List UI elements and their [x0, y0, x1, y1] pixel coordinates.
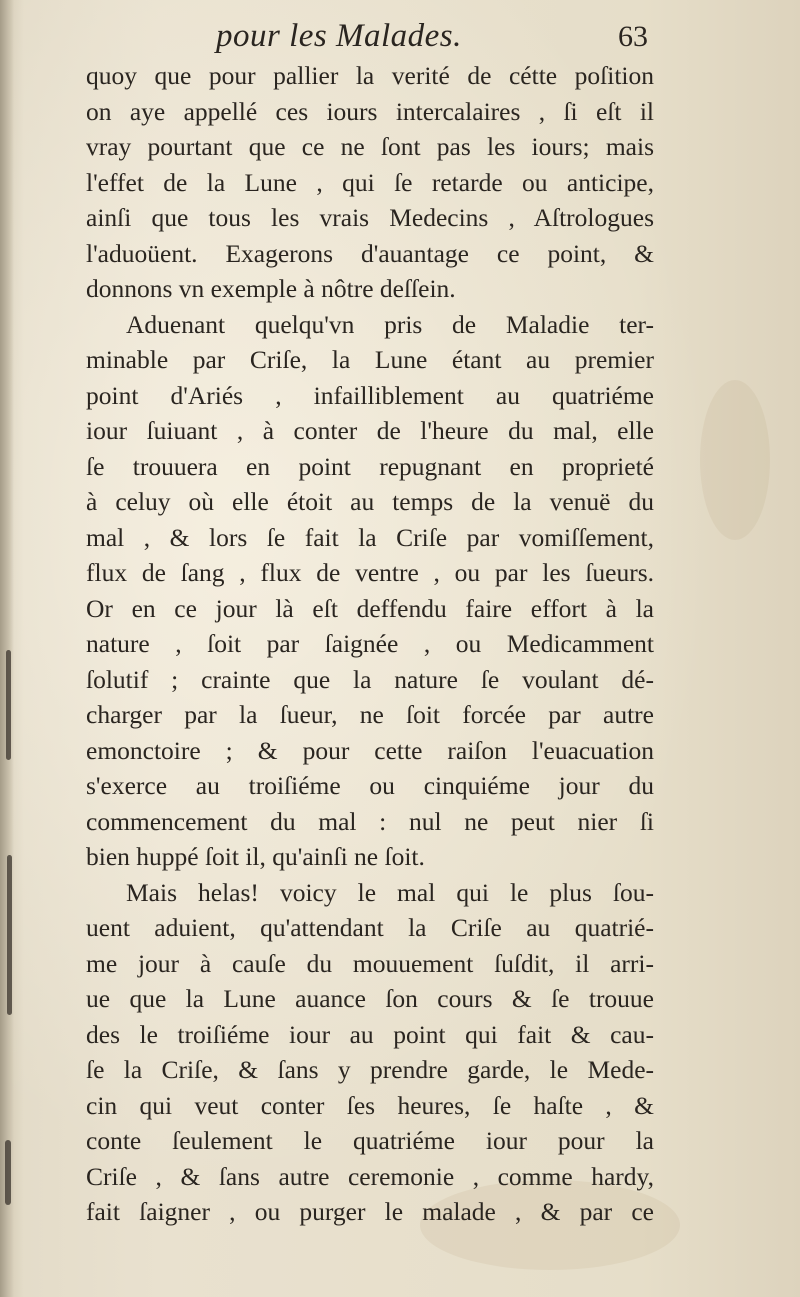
ink-bleed-mark — [6, 650, 11, 760]
text-line: flux de ſang , flux de ventre , ou par les ſueurs. — [86, 558, 654, 587]
binding-spine — [0, 0, 14, 1297]
paragraph-start: Mais helas! voicy le mal qui le plus ſou- — [126, 877, 654, 907]
text-line: uent aduient, qu'attendant la Criſe au quatrié- — [86, 913, 654, 942]
text-line: Or en ce jour là eſt deffendu faire effort à la — [86, 593, 654, 623]
text-line: iour ſuiuant , à conter de l'heure du mal, elle — [86, 416, 654, 445]
paper-stain — [700, 380, 770, 540]
text-line: commencement du mal : nul ne peut nier ſi — [86, 806, 654, 836]
text-line: quoy que pour pallier la verité de cétte poſition — [86, 61, 654, 90]
text-line: point d'Ariés , infailliblement au quatriéme — [86, 380, 654, 410]
text-line: ſe la Criſe, & ſans y prendre garde, le Mede- — [86, 1055, 654, 1084]
text-line: ſe trouuera en point repugnant en proprieté — [86, 451, 654, 481]
text-line: conte ſeulement le quatriéme iour pour la — [86, 1126, 654, 1155]
text-line: minable par Criſe, la Lune étant au premier — [86, 345, 654, 374]
body-text — [86, 58, 654, 1230]
text-line: ue que la Lune auance ſon cours & ſe trouue — [86, 984, 654, 1013]
paragraph-start: Aduenant quelqu'vn pris de Maladie ter- — [126, 309, 654, 339]
text-line: à celuy où elle étoit au temps de la venuë du — [86, 487, 654, 516]
page-header — [88, 14, 648, 60]
text-line: fait ſaigner , ou purger le malade , & par ce — [86, 1197, 654, 1226]
running-title: pour les Malades. — [216, 18, 462, 54]
text-line: nature , ſoit par ſaignée , ou Medicamment — [86, 629, 654, 658]
text-line: mal , & lors ſe fait la Criſe par vomiſſement, — [86, 522, 654, 552]
text-line: l'aduoüent. Exagerons d'auantage ce point, & — [86, 238, 654, 268]
text-line: ſolutif ; crainte que la nature ſe voulant dé- — [86, 664, 654, 694]
text-line: Criſe , & ſans autre ceremonie , comme hardy, — [86, 1161, 654, 1191]
text-line: s'exerce au troiſiéme ou cinquiéme jour du — [86, 771, 654, 800]
text-line: ainſi que tous les vrais Medecins , Aſtrologues — [86, 203, 654, 232]
text-line: me jour à cauſe du mouuement ſuſdit, il arri- — [86, 948, 654, 978]
ink-bleed-mark — [7, 855, 12, 1015]
text-line: on aye appellé ces iours intercalaires , ſi eſt il — [86, 96, 654, 126]
text-line: emonctoire ; & pour cette raiſon l'euacuation — [86, 735, 654, 765]
page-number: 63 — [618, 20, 648, 53]
text-line: l'effet de la Lune , qui ſe retarde ou anticipe, — [86, 167, 654, 197]
text-line: des le troiſiéme iour au point qui fait & cau- — [86, 1019, 654, 1049]
text-line: vray pourtant que ce ne ſont pas les iours; mais — [86, 132, 654, 161]
text-line: charger par la ſueur, ne ſoit forcée par autre — [86, 700, 654, 729]
ink-bleed-mark — [5, 1140, 11, 1205]
text-line: bien huppé ſoit il, qu'ainſi ne ſoit. — [86, 842, 425, 871]
text-line: cin qui veut conter ſes heures, ſe haſte , & — [86, 1090, 654, 1120]
text-line: donnons vn exemple à nôtre deſſein. — [86, 274, 456, 303]
